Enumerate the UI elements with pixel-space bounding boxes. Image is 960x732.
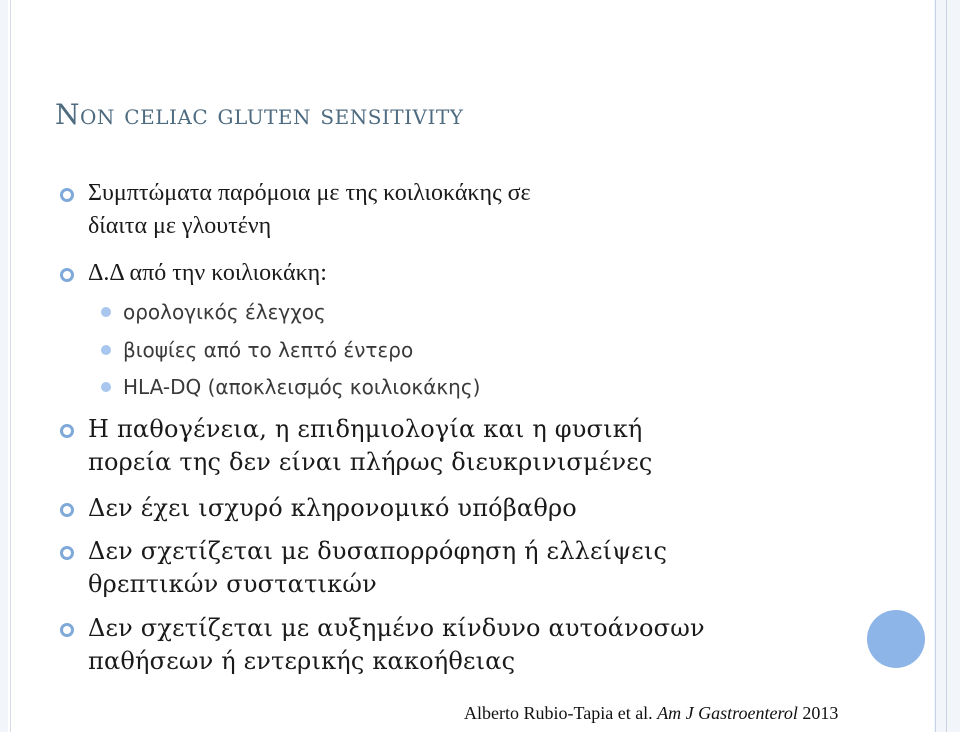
bullet-item: Δ.Δ από την κοιλιοκάκη: [88,260,327,286]
bullet-icon [60,546,74,560]
citation-journal: Am J Gastroenterol [657,703,798,723]
sub-bullet-icon [101,382,111,392]
decorative-circle [867,610,925,668]
bullet-item: Δεν σχετίζεται με δυσαπορρόφηση ή ελλείψεις [88,537,668,565]
bullet-item-continuation: δίαιτα με γλουτένη [88,213,272,239]
bullet-icon [60,268,74,282]
bullet-icon [60,503,74,517]
slide-title: Non celiac gluten sensitivity [55,98,464,131]
left-frame-band [0,0,8,732]
citation [464,703,838,724]
right-frame-band [934,0,960,732]
bullet-item: Συμπτώματα παρόμοια με της κοιλιοκάκης σε [88,180,531,206]
citation-year: 2013 [802,703,839,723]
bullet-icon [60,188,74,202]
bullet-item-continuation: παθήσεων ή εντερικής κακοήθειας [88,647,516,675]
sub-bullet-item: βιοψίες από το λεπτό έντερο [123,338,414,362]
bullet-item: Δεν σχετίζεται με αυξημένο κίνδυνο αυτοάνοσων [88,614,705,642]
sub-bullet-icon [101,307,111,317]
bullet-item-continuation: θρεπτικών συστατικών [88,570,377,598]
citation-authors: Alberto Rubio-Tapia et al. [464,703,653,723]
bullet-icon [60,623,74,637]
bullet-item: Η παθογένεια, η επιδημιολογία και η φυσική [88,415,643,443]
right-frame-line-2 [946,0,947,732]
bullet-icon [60,424,74,438]
right-frame-line-1 [935,0,936,732]
left-frame-line [10,0,11,732]
bullet-item-continuation: πορεία της δεν είναι πλήρως διευκρινισμένες [88,448,653,476]
sub-bullet-item: HLA-DQ (αποκλεισμός κοιλιοκάκης) [123,375,481,399]
sub-bullet-item: ορολογικός έλεγχος [123,300,326,324]
bullet-item: Δεν έχει ισχυρό κληρονομικό υπόβαθρο [88,494,577,522]
sub-bullet-icon [101,345,111,355]
